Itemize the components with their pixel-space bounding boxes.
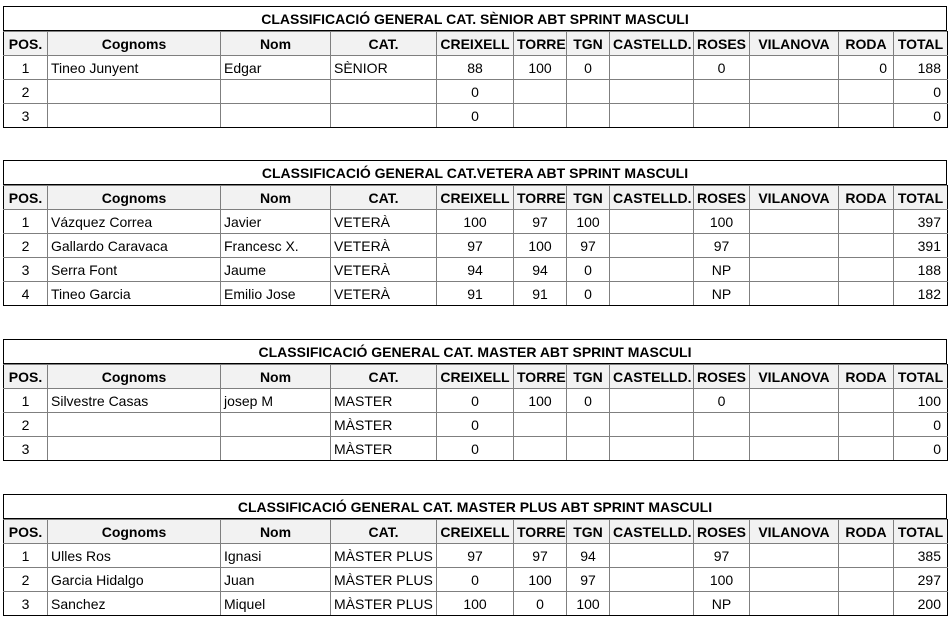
table-row [4,568,948,592]
cell-pos: 2 [4,80,48,104]
table-row [4,282,948,306]
column-header-tgn: TGN [567,365,610,389]
cell-roda [839,80,894,104]
cell-tgn: 0 [567,56,610,80]
column-header-creixell: CREIXELL [437,32,514,56]
cell-castelld [610,389,694,413]
cell-pos: 2 [4,568,48,592]
cell-vilanova [750,389,839,413]
cell-castelld [610,413,694,437]
header-row [4,186,948,210]
cell-cognoms [48,80,221,104]
cell-cat: MASTER [331,389,437,413]
cell-pos: 3 [4,592,48,616]
cell-pos: 4 [4,282,48,306]
column-header-pos: POS. [4,365,48,389]
cell-cat: VETERÀ [331,258,437,282]
cell-pos: 3 [4,437,48,461]
column-header-cat: CAT. [331,32,437,56]
cell-cat: MÀSTER PLUS [331,544,437,568]
column-header-roses: ROSES [694,32,750,56]
cell-vilanova [750,104,839,128]
column-header-pos: POS. [4,520,48,544]
column-header-roses: ROSES [694,186,750,210]
table-row [4,258,948,282]
cell-nom [221,437,331,461]
header-row [4,365,948,389]
column-header-tgn: TGN [567,32,610,56]
cell-roses: NP [694,592,750,616]
cell-total: 188 [894,258,948,282]
column-header-roda: RODA [839,520,894,544]
cell-creixell: 97 [437,234,514,258]
cell-roses [694,413,750,437]
cell-creixell: 0 [437,413,514,437]
cell-tgn [567,413,610,437]
cell-castelld [610,437,694,461]
cell-cognoms: Sanchez [48,592,221,616]
cell-vilanova [750,592,839,616]
cell-vilanova [750,258,839,282]
cell-torre: 100 [514,389,567,413]
column-header-vilanova: VILANOVA [750,32,839,56]
column-header-vilanova: VILANOVA [750,186,839,210]
cell-cognoms: Tineo Junyent [48,56,221,80]
cell-creixell: 0 [437,437,514,461]
column-header-nom: Nom [221,520,331,544]
cell-creixell: 91 [437,282,514,306]
column-header-nom: Nom [221,186,331,210]
cell-total: 100 [894,389,948,413]
standings-grid [3,31,948,128]
table-row [4,210,948,234]
cell-creixell: 0 [437,104,514,128]
cell-total: 0 [894,104,948,128]
ranking-table-2 [3,160,947,306]
cell-cognoms [48,104,221,128]
column-header-roda: RODA [839,365,894,389]
cell-cat: SÈNIOR [331,56,437,80]
cell-roses: NP [694,282,750,306]
cell-vilanova [750,234,839,258]
cell-creixell: 94 [437,258,514,282]
ranking-table-1 [3,6,947,128]
cell-cat: MÀSTER PLUS [331,568,437,592]
cell-tgn: 0 [567,258,610,282]
cell-cognoms: Silvestre Casas [48,389,221,413]
cell-torre [514,413,567,437]
table-row [4,544,948,568]
cell-roda [839,210,894,234]
cell-castelld [610,56,694,80]
table-row [4,234,948,258]
table-title: CLASSIFICACIÓ GENERAL CAT.VETERA ABT SPRINT MASCULI [3,160,947,185]
cell-cognoms: Vázquez Correa [48,210,221,234]
column-header-roses: ROSES [694,365,750,389]
column-header-cat: CAT. [331,365,437,389]
cell-roda [839,544,894,568]
column-header-creixell: CREIXELL [437,365,514,389]
column-header-torre: TORRE [514,365,567,389]
cell-torre: 0 [514,592,567,616]
table-row [4,104,948,128]
cell-nom [221,80,331,104]
cell-cat: VETERÀ [331,282,437,306]
cell-nom: Javier [221,210,331,234]
cell-roda [839,437,894,461]
column-header-castelld: CASTELLD. [610,520,694,544]
cell-vilanova [750,568,839,592]
cell-nom: Jaume [221,258,331,282]
cell-total: 182 [894,282,948,306]
cell-cat: VETERÀ [331,210,437,234]
cell-torre: 100 [514,234,567,258]
cell-tgn: 0 [567,389,610,413]
column-header-cognoms: Cognoms [48,32,221,56]
cell-roses: 100 [694,210,750,234]
cell-cognoms [48,437,221,461]
column-header-roda: RODA [839,32,894,56]
cell-torre [514,437,567,461]
cell-nom: Miquel [221,592,331,616]
cell-pos: 1 [4,389,48,413]
column-header-torre: TORRE [514,32,567,56]
column-header-cognoms: Cognoms [48,186,221,210]
cell-nom: Emilio Jose [221,282,331,306]
column-header-cognoms: Cognoms [48,520,221,544]
cell-roda [839,568,894,592]
cell-torre [514,104,567,128]
cell-roda [839,258,894,282]
cell-creixell: 97 [437,544,514,568]
cell-vilanova [750,544,839,568]
cell-tgn [567,80,610,104]
cell-pos: 3 [4,104,48,128]
column-header-pos: POS. [4,186,48,210]
cell-cat: VETERÀ [331,234,437,258]
cell-total: 0 [894,437,948,461]
cell-castelld [610,258,694,282]
cell-castelld [610,104,694,128]
column-header-vilanova: VILANOVA [750,520,839,544]
cell-tgn: 100 [567,210,610,234]
cell-castelld [610,282,694,306]
cell-roda [839,413,894,437]
standings-grid [3,364,948,461]
cell-roses: 100 [694,568,750,592]
cell-roda [839,592,894,616]
cell-total: 391 [894,234,948,258]
cell-cat [331,104,437,128]
cell-creixell: 0 [437,568,514,592]
cell-torre: 94 [514,258,567,282]
cell-cognoms: Ulles Ros [48,544,221,568]
cell-roses: 0 [694,56,750,80]
cell-torre: 97 [514,544,567,568]
cell-torre: 91 [514,282,567,306]
column-header-tgn: TGN [567,520,610,544]
column-header-castelld: CASTELLD. [610,32,694,56]
cell-tgn [567,104,610,128]
column-header-pos: POS. [4,32,48,56]
cell-nom [221,413,331,437]
cell-vilanova [750,437,839,461]
table-row [4,437,948,461]
column-header-cognoms: Cognoms [48,365,221,389]
standings-grid [3,185,948,306]
cell-cognoms: Serra Font [48,258,221,282]
cell-nom: Francesc X. [221,234,331,258]
table-title: CLASSIFICACIÓ GENERAL CAT. SÈNIOR ABT SPRINT MASCULI [3,6,947,31]
column-header-cat: CAT. [331,520,437,544]
cell-torre: 97 [514,210,567,234]
column-header-nom: Nom [221,365,331,389]
column-header-total: TOTAL [894,32,948,56]
cell-creixell: 0 [437,389,514,413]
cell-cognoms: Tineo Garcia [48,282,221,306]
table-row [4,389,948,413]
column-header-tgn: TGN [567,186,610,210]
cell-total: 397 [894,210,948,234]
cell-roses: NP [694,258,750,282]
cell-cat [331,80,437,104]
cell-vilanova [750,413,839,437]
column-header-cat: CAT. [331,186,437,210]
cell-nom [221,104,331,128]
column-header-roda: RODA [839,186,894,210]
table-title: CLASSIFICACIÓ GENERAL CAT. MASTER ABT SPRINT MASCULI [3,339,947,364]
cell-total: 297 [894,568,948,592]
cell-tgn [567,437,610,461]
table-title: CLASSIFICACIÓ GENERAL CAT. MASTER PLUS ABT SPRINT MASCULI [3,494,947,519]
cell-torre: 100 [514,568,567,592]
cell-castelld [610,592,694,616]
cell-cat: MÀSTER PLUS [331,592,437,616]
cell-castelld [610,544,694,568]
cell-tgn: 97 [567,234,610,258]
cell-pos: 3 [4,258,48,282]
cell-roses [694,437,750,461]
cell-total: 200 [894,592,948,616]
column-header-creixell: CREIXELL [437,186,514,210]
cell-torre [514,80,567,104]
cell-roda [839,104,894,128]
column-header-total: TOTAL [894,186,948,210]
cell-cat: MÀSTER [331,413,437,437]
cell-tgn: 97 [567,568,610,592]
standings-grid [3,519,948,616]
column-header-torre: TORRE [514,186,567,210]
cell-nom: Edgar [221,56,331,80]
column-header-torre: TORRE [514,520,567,544]
cell-vilanova [750,282,839,306]
cell-tgn: 0 [567,282,610,306]
cell-roses [694,104,750,128]
column-header-creixell: CREIXELL [437,520,514,544]
cell-roses: 97 [694,544,750,568]
cell-roses: 0 [694,389,750,413]
cell-roda [839,234,894,258]
column-header-roses: ROSES [694,520,750,544]
cell-cognoms: Garcia Hidalgo [48,568,221,592]
cell-total: 188 [894,56,948,80]
column-header-total: TOTAL [894,365,948,389]
cell-total: 0 [894,413,948,437]
cell-pos: 2 [4,413,48,437]
cell-pos: 1 [4,56,48,80]
cell-roses: 97 [694,234,750,258]
cell-torre: 100 [514,56,567,80]
column-header-castelld: CASTELLD. [610,365,694,389]
cell-pos: 2 [4,234,48,258]
cell-vilanova [750,210,839,234]
cell-roda [839,389,894,413]
ranking-table-3 [3,339,947,461]
cell-roses [694,80,750,104]
cell-tgn: 100 [567,592,610,616]
table-row [4,80,948,104]
table-row [4,592,948,616]
cell-vilanova [750,56,839,80]
column-header-nom: Nom [221,32,331,56]
cell-vilanova [750,80,839,104]
cell-pos: 1 [4,210,48,234]
column-header-castelld: CASTELLD. [610,186,694,210]
cell-pos: 1 [4,544,48,568]
cell-creixell: 100 [437,210,514,234]
cell-castelld [610,234,694,258]
cell-creixell: 100 [437,592,514,616]
header-row [4,32,948,56]
column-header-total: TOTAL [894,520,948,544]
cell-creixell: 0 [437,80,514,104]
cell-nom: Juan [221,568,331,592]
cell-roda [839,282,894,306]
cell-nom: josep M [221,389,331,413]
cell-cognoms [48,413,221,437]
cell-cognoms: Gallardo Caravaca [48,234,221,258]
cell-castelld [610,568,694,592]
cell-cat: MÀSTER [331,437,437,461]
cell-creixell: 88 [437,56,514,80]
cell-nom: Ignasi [221,544,331,568]
cell-total: 385 [894,544,948,568]
ranking-table-4 [3,494,947,616]
cell-tgn: 94 [567,544,610,568]
cell-castelld [610,80,694,104]
cell-total: 0 [894,80,948,104]
cell-castelld [610,210,694,234]
cell-roda: 0 [839,56,894,80]
table-row [4,413,948,437]
column-header-vilanova: VILANOVA [750,365,839,389]
header-row [4,520,948,544]
table-row [4,56,948,80]
